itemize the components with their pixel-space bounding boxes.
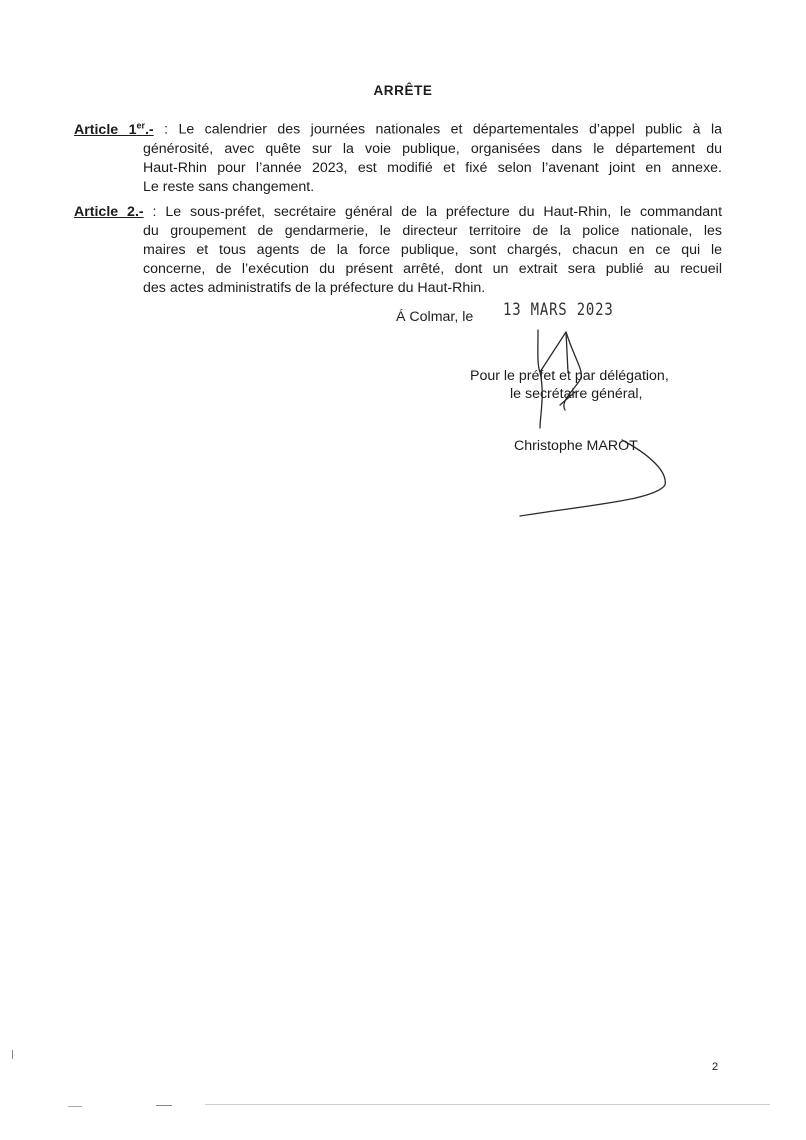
date-stamp: 13 MARS 2023: [503, 300, 614, 320]
scan-mark: [12, 1050, 13, 1059]
delegation-line: Pour le préfet et par délégation,: [470, 368, 669, 384]
article-1-line-1: Article 1er.- : Le calendrier des journées nationales et départementales d’appel public à la: [74, 120, 722, 138]
article-2-line-4: concerne, de l’exécution du présent arrêté, dont un extrait sera publié au recueil: [143, 261, 722, 277]
document-title: ARRÊTE: [373, 83, 433, 98]
article-1-line-2: générosité, avec quête sur la voie publique, organisées dans le département du: [143, 140, 722, 157]
article-2-label: Article 2.-: [74, 204, 144, 220]
article-1-line-3: Haut-Rhin pour l’année 2023, est modifié et fixé selon l’avenant joint en annexe.: [143, 159, 722, 176]
place-and-date-label: Á Colmar, le: [396, 309, 474, 325]
article-2-line-5: des actes administratifs de la préfecture du Haut-Rhin.: [143, 280, 486, 296]
scan-mark: [68, 1106, 82, 1107]
article-2-line-1: Article 2.- : Le sous-préfet, secrétaire général de la préfecture du Haut-Rhin, le commandant: [74, 204, 723, 220]
article-2-line-3: maires et tous agents de la force publique, sont chargés, chacun en ce qui le: [143, 242, 722, 258]
article-2-line-2: du groupement de gendarmerie, le directeur territoire de la police nationale, les: [143, 223, 722, 239]
article-1-label: Article 1er.-: [74, 120, 154, 138]
scan-mark: [156, 1105, 172, 1106]
article-1-line-4: Le reste sans changement.: [143, 178, 315, 195]
scan-edge-line: [205, 1104, 770, 1105]
page-number: 2: [712, 1061, 719, 1073]
signer-name: Christophe MAROT: [514, 438, 638, 454]
signatory-title: le secrétaire général,: [510, 386, 643, 402]
